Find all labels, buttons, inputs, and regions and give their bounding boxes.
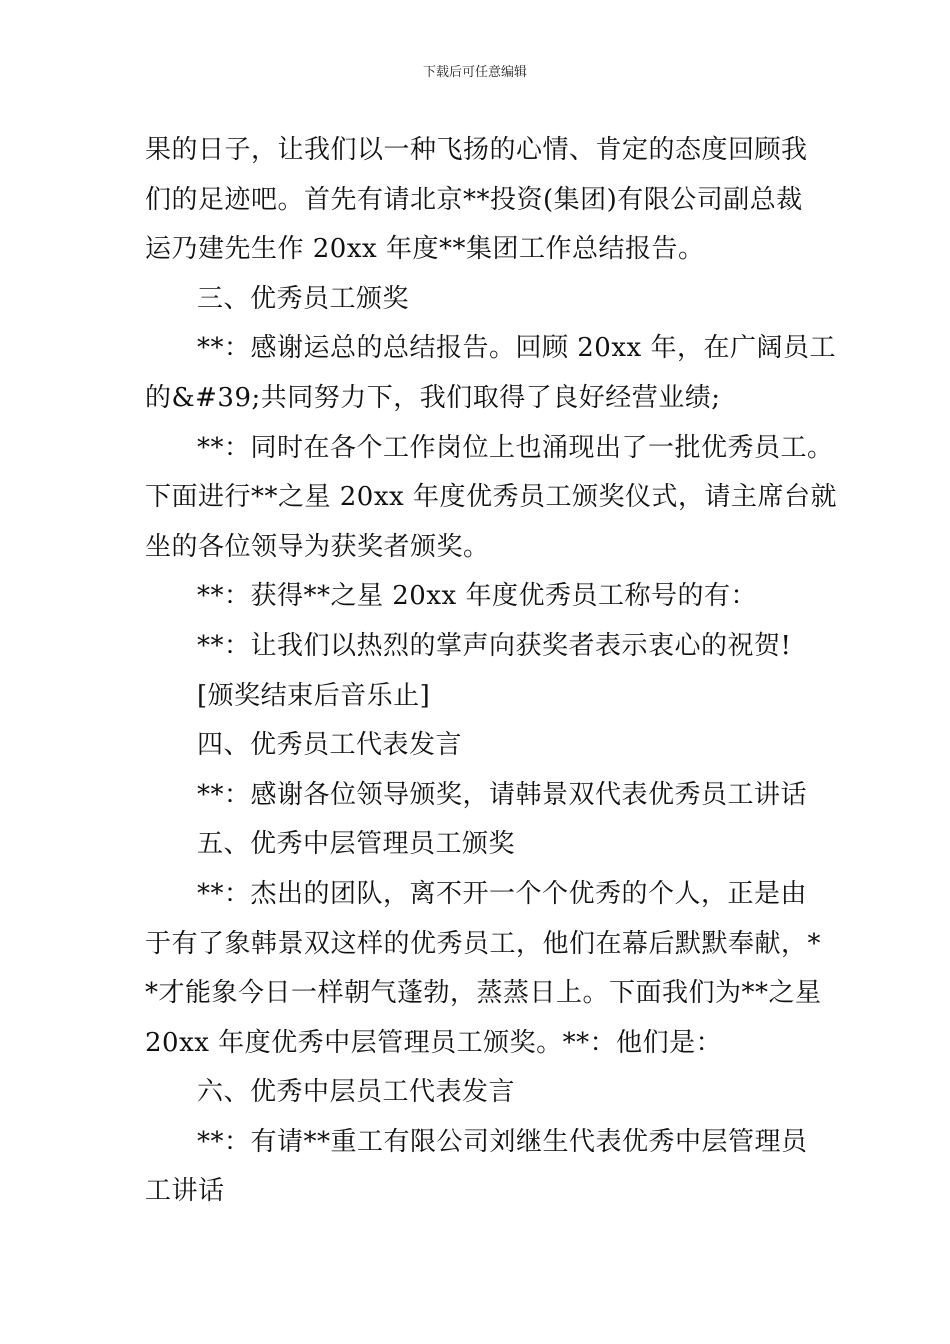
body-line: 们的足迹吧。首先有请北京**投资(集团)有限公司副总裁 bbox=[145, 184, 803, 215]
document-body bbox=[145, 126, 837, 1217]
body-line: *才能象今日一样朝气蓬勃，蒸蒸日上。下面我们为**之星 bbox=[145, 978, 822, 1009]
body-line: 20xx 年度优秀中层管理员工颁奖。**：他们是： bbox=[145, 1027, 723, 1058]
body-line: **：同时在各个工作岗位上也涌现出了一批优秀员工。 bbox=[197, 432, 834, 463]
body-line: **：有请**重工有限公司刘继生代表优秀中层管理员 bbox=[197, 1126, 808, 1157]
section-heading: 四、优秀员工代表发言 bbox=[197, 730, 463, 761]
body-line: **：获得**之星 20xx 年度优秀员工称号的有： bbox=[197, 581, 757, 612]
body-line: 运乃建先生作 20xx 年度**集团工作总结报告。 bbox=[145, 234, 705, 265]
body-line: **：感谢各位领导颁奖，请韩景双代表优秀员工讲话 bbox=[197, 779, 808, 810]
body-line: 果的日子，让我们以一种飞扬的心情、肯定的态度回顾我 bbox=[145, 135, 808, 165]
body-line: 工讲话 bbox=[145, 1176, 225, 1207]
body-line: **：感谢运总的总结报告。回顾 20xx 年，在广阔员工 bbox=[197, 333, 836, 364]
stage-direction: [颁奖结束后音乐止] bbox=[197, 680, 431, 711]
body-line: 下面进行**之星 20xx 年度优秀员工颁奖仪式，请主席台就 bbox=[145, 482, 837, 513]
body-line: **：让我们以热烈的掌声向获奖者表示衷心的祝贺! bbox=[197, 630, 792, 661]
body-line: **：杰出的团队，离不开一个个优秀的个人，正是由 bbox=[197, 878, 808, 909]
section-heading: 六、优秀中层员工代表发言 bbox=[197, 1077, 516, 1108]
body-line: 的&#39;共同努力下，我们取得了良好经营业绩; bbox=[145, 382, 721, 413]
page-header: 下载后可任意编辑 bbox=[422, 65, 527, 80]
body-line: 于有了象韩景双这样的优秀员工，他们在幕后默默奉献，* bbox=[145, 928, 822, 959]
section-heading: 三、优秀员工颁奖 bbox=[197, 283, 410, 314]
body-line: 坐的各位领导为获奖者颁奖。 bbox=[145, 531, 490, 562]
section-heading: 五、优秀中层管理员工颁奖 bbox=[197, 829, 516, 860]
